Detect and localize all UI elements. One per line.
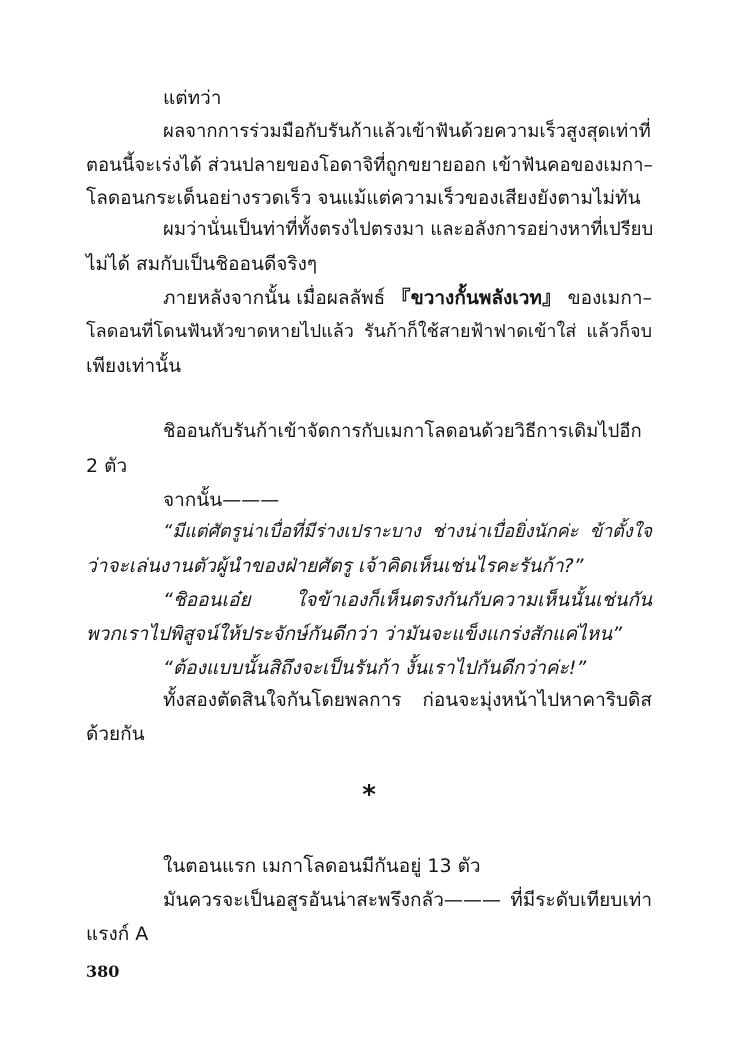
skill-paragraph-line [163,284,652,312]
paragraph-line: จากนั้น——— [163,489,280,511]
paragraph-line: ไม่ได้ สมกับเป็นชิออนดีจริงๆ [86,253,318,275]
line-text: ภายหลังจากนั้น เมื่อผลลัพธ์ [163,287,392,309]
paragraph-line: โลดอนที่โดนฟันหัวขาดหายไปแล้ว รันก้าก็ใช้สายฟ้าฟาดเข้าใส่ แล้วก็จบ [86,321,652,342]
paragraph-line: โลดอนกระเด็นอย่างรวดเร็ว จนแม้แต่ความเร็วของเสียงยังตามไม่ทัน [86,187,641,209]
paragraph-line: แรงก์ A [86,923,149,945]
dialogue-line: “ต้องแบบนั้นสิถึงจะเป็นรันก้า งั้นเราไปกันดีกว่าค่ะ!” [163,657,587,679]
skill-name: 『ขวางกั้นพลังเวท』 [391,287,562,309]
dialogue-line: ว่าจะเล่นงานตัวผู้นำของฝ่ายศัตรู เจ้าคิดเห็นเช่นไรคะรันก้า?” [86,555,584,577]
paragraph-line: ชิออนกับรันก้าเข้าจัดการกับเมกาโลดอนด้วยวิธีการเดิมไปอีก [163,421,642,442]
paragraph-line: มันควรจะเป็นอสูรอันน่าสะพรึงกลัว——— ที่มีระดับเทียบเท่า [163,889,652,911]
line-text: ของเมกา– [561,287,652,309]
dialogue-line: “มีแต่ศัตรูน่าเบื่อที่มีร่างเปราะบาง ช่างน่าเบื่อยิ่งนักค่ะ ข้าตั้งใจ [163,521,652,542]
scene-separator: * [362,780,376,810]
paragraph-line: ด้วยกัน [86,723,145,745]
paragraph-line: ในตอนแรก เมกาโลดอนมีกันอยู่ 13 ตัว [163,855,481,877]
paragraph-line: 2 ตัว [86,455,128,477]
dialogue-line: “ชิออนเอ๋ย ใจข้าเองก็เห็นตรงกันกับความเห็นนั้นเช่นกัน [163,589,652,611]
paragraph-line: แต่ทว่า [163,87,222,109]
paragraph-line: ตอนนี้จะเร่งได้ ส่วนปลายของโอดาจิที่ถูกขยายออก เข้าฟันคอของเมกา– [86,155,653,176]
dialogue-line: พวกเราไปพิสูจน์ให้ประจักษ์กันดีกว่า ว่ามันจะแข็งแกร่งสักแค่ไหน” [86,623,622,645]
page-number: 380 [86,962,120,981]
paragraph-line: เพียงเท่านั้น [86,355,182,377]
paragraph-line: ทั้งสองตัดสินใจกันโดยพลการ ก่อนจะมุ่งหน้าไปหาคาริบดิส [163,689,652,711]
paragraph-line: ผลจากการร่วมมือกับรันก้าแล้วเข้าฟันด้วยความเร็วสูงสุดเท่าที่ [163,121,651,142]
paragraph-line: ผมว่านั่นเป็นท่าที่ทั้งตรงไปตรงมา และอลังการอย่างหาที่เปรียบ [163,219,654,240]
